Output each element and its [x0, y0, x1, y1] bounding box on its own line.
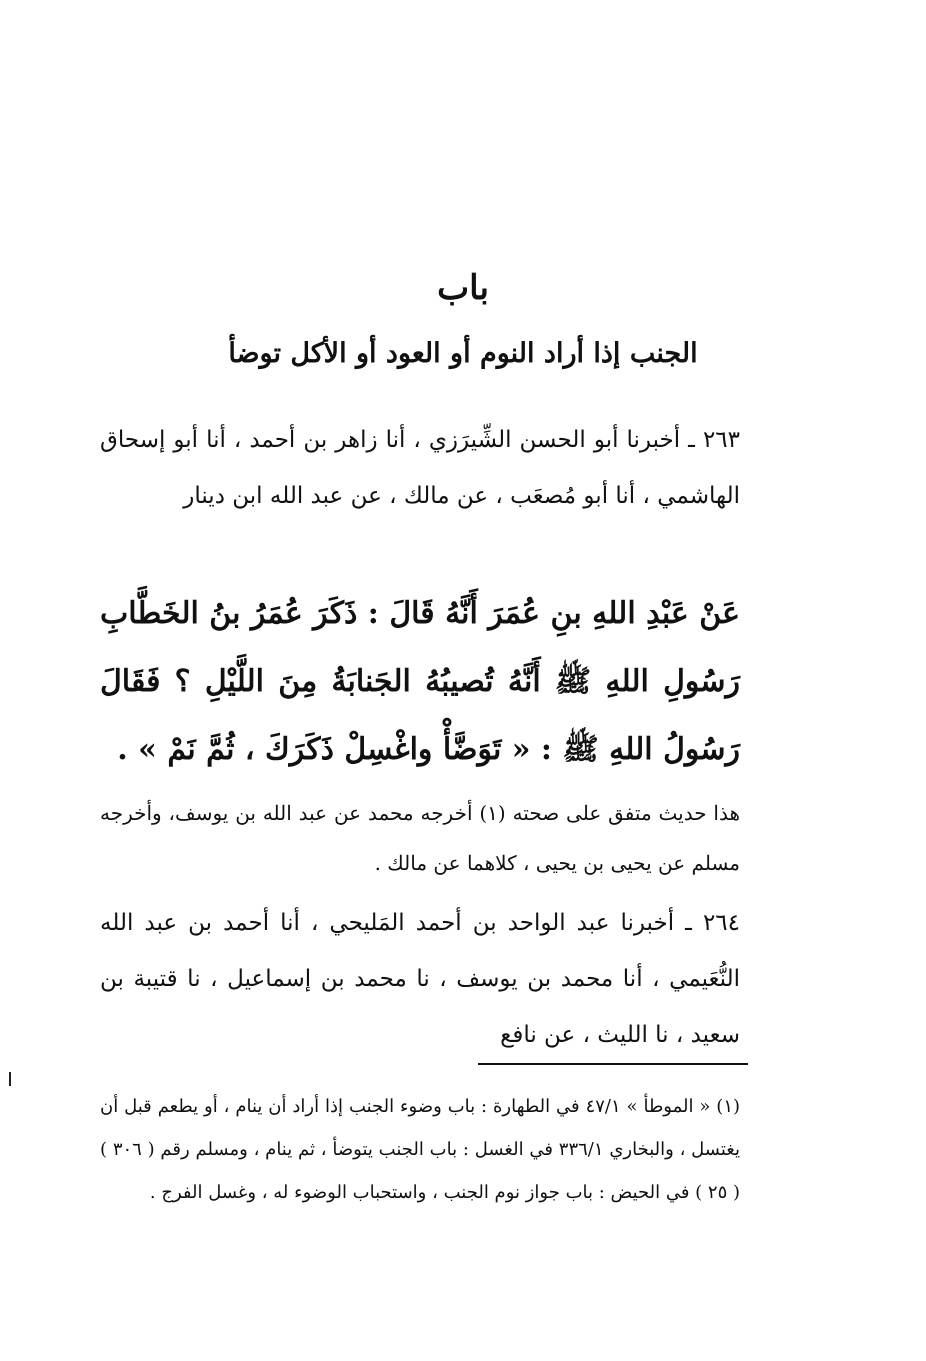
chapter-label: باب: [437, 268, 489, 308]
hadith-263-takhrij-text: هذا حديث متفق على صحته (١) أخرجه محمد عن عبد الله بن يوسف، وأخرجه مسلم عن يحيى بن يحيى ، كلاهما عن مالك .: [100, 801, 741, 875]
footnote-separator: [478, 1063, 748, 1065]
footnote: [100, 1085, 740, 1214]
hadith-263-matn-text: عَنْ عَبْدِ اللهِ بنِ عُمَرَ أَنَّهُ قَالَ : ذَكَرَ عُمَرُ بنُ الخَطَّابِ رَسُولِ اللهِ ﷺ أَنَّهُ تُصيبُهُ الجَنابَةُ مِنَ اللَّيْلِ ؟ فَقَالَ رَسُولُ اللهِ ﷺ : « تَوَضَّأْ واغْسِلْ ذَكَرَكَ ، ثُمَّ نَمْ » .: [100, 596, 740, 767]
hadith-263-isnad: [100, 412, 740, 524]
footnote-text: (١) « الموطأ » ٤٧/١ في الطهارة : باب وضوء الجنب إذا أراد أن ينام ، أو يطعم قبل أن يغتسل ، والبخاري ٣٣٦/١ في الغسل : باب الجنب يتوضأ ، ثم ينام ، ومسلم رقم ( ٣٠٦ ) ( ٢٥ ) في الحيض : باب جواز نوم الجنب ، واستحباب الوضوء له ، وغسل الفرج .: [100, 1096, 741, 1203]
chapter-title: الجنب إذا أراد النوم أو العود أو الأكل توضأ: [228, 338, 698, 369]
hadith-263-takhrij: [100, 788, 740, 888]
hadith-264-isnad: [100, 895, 740, 1063]
margin-mark: [9, 1072, 11, 1086]
hadith-264-isnad-text: ٢٦٤ ـ أخبرنا عبد الواحد بن أحمد المَليحي ، أنا أحمد بن عبد الله النُّعَيمي ، أنا محمد بن يوسف ، نا محمد بن إسماعيل ، نا قتيبة بن سعيد ، نا الليث ، عن نافع: [100, 910, 740, 1048]
hadith-263-isnad-text: ٢٦٣ ـ أخبرنا أبو الحسن الشِّيرَزي ، أنا زاهر بن أحمد ، أنا أبو إسحاق الهاشمي ، أنا أبو مُصعَب ، عن مالك ، عن عبد الله ابن دينار: [100, 427, 740, 509]
hadith-263-matn: [100, 580, 740, 784]
